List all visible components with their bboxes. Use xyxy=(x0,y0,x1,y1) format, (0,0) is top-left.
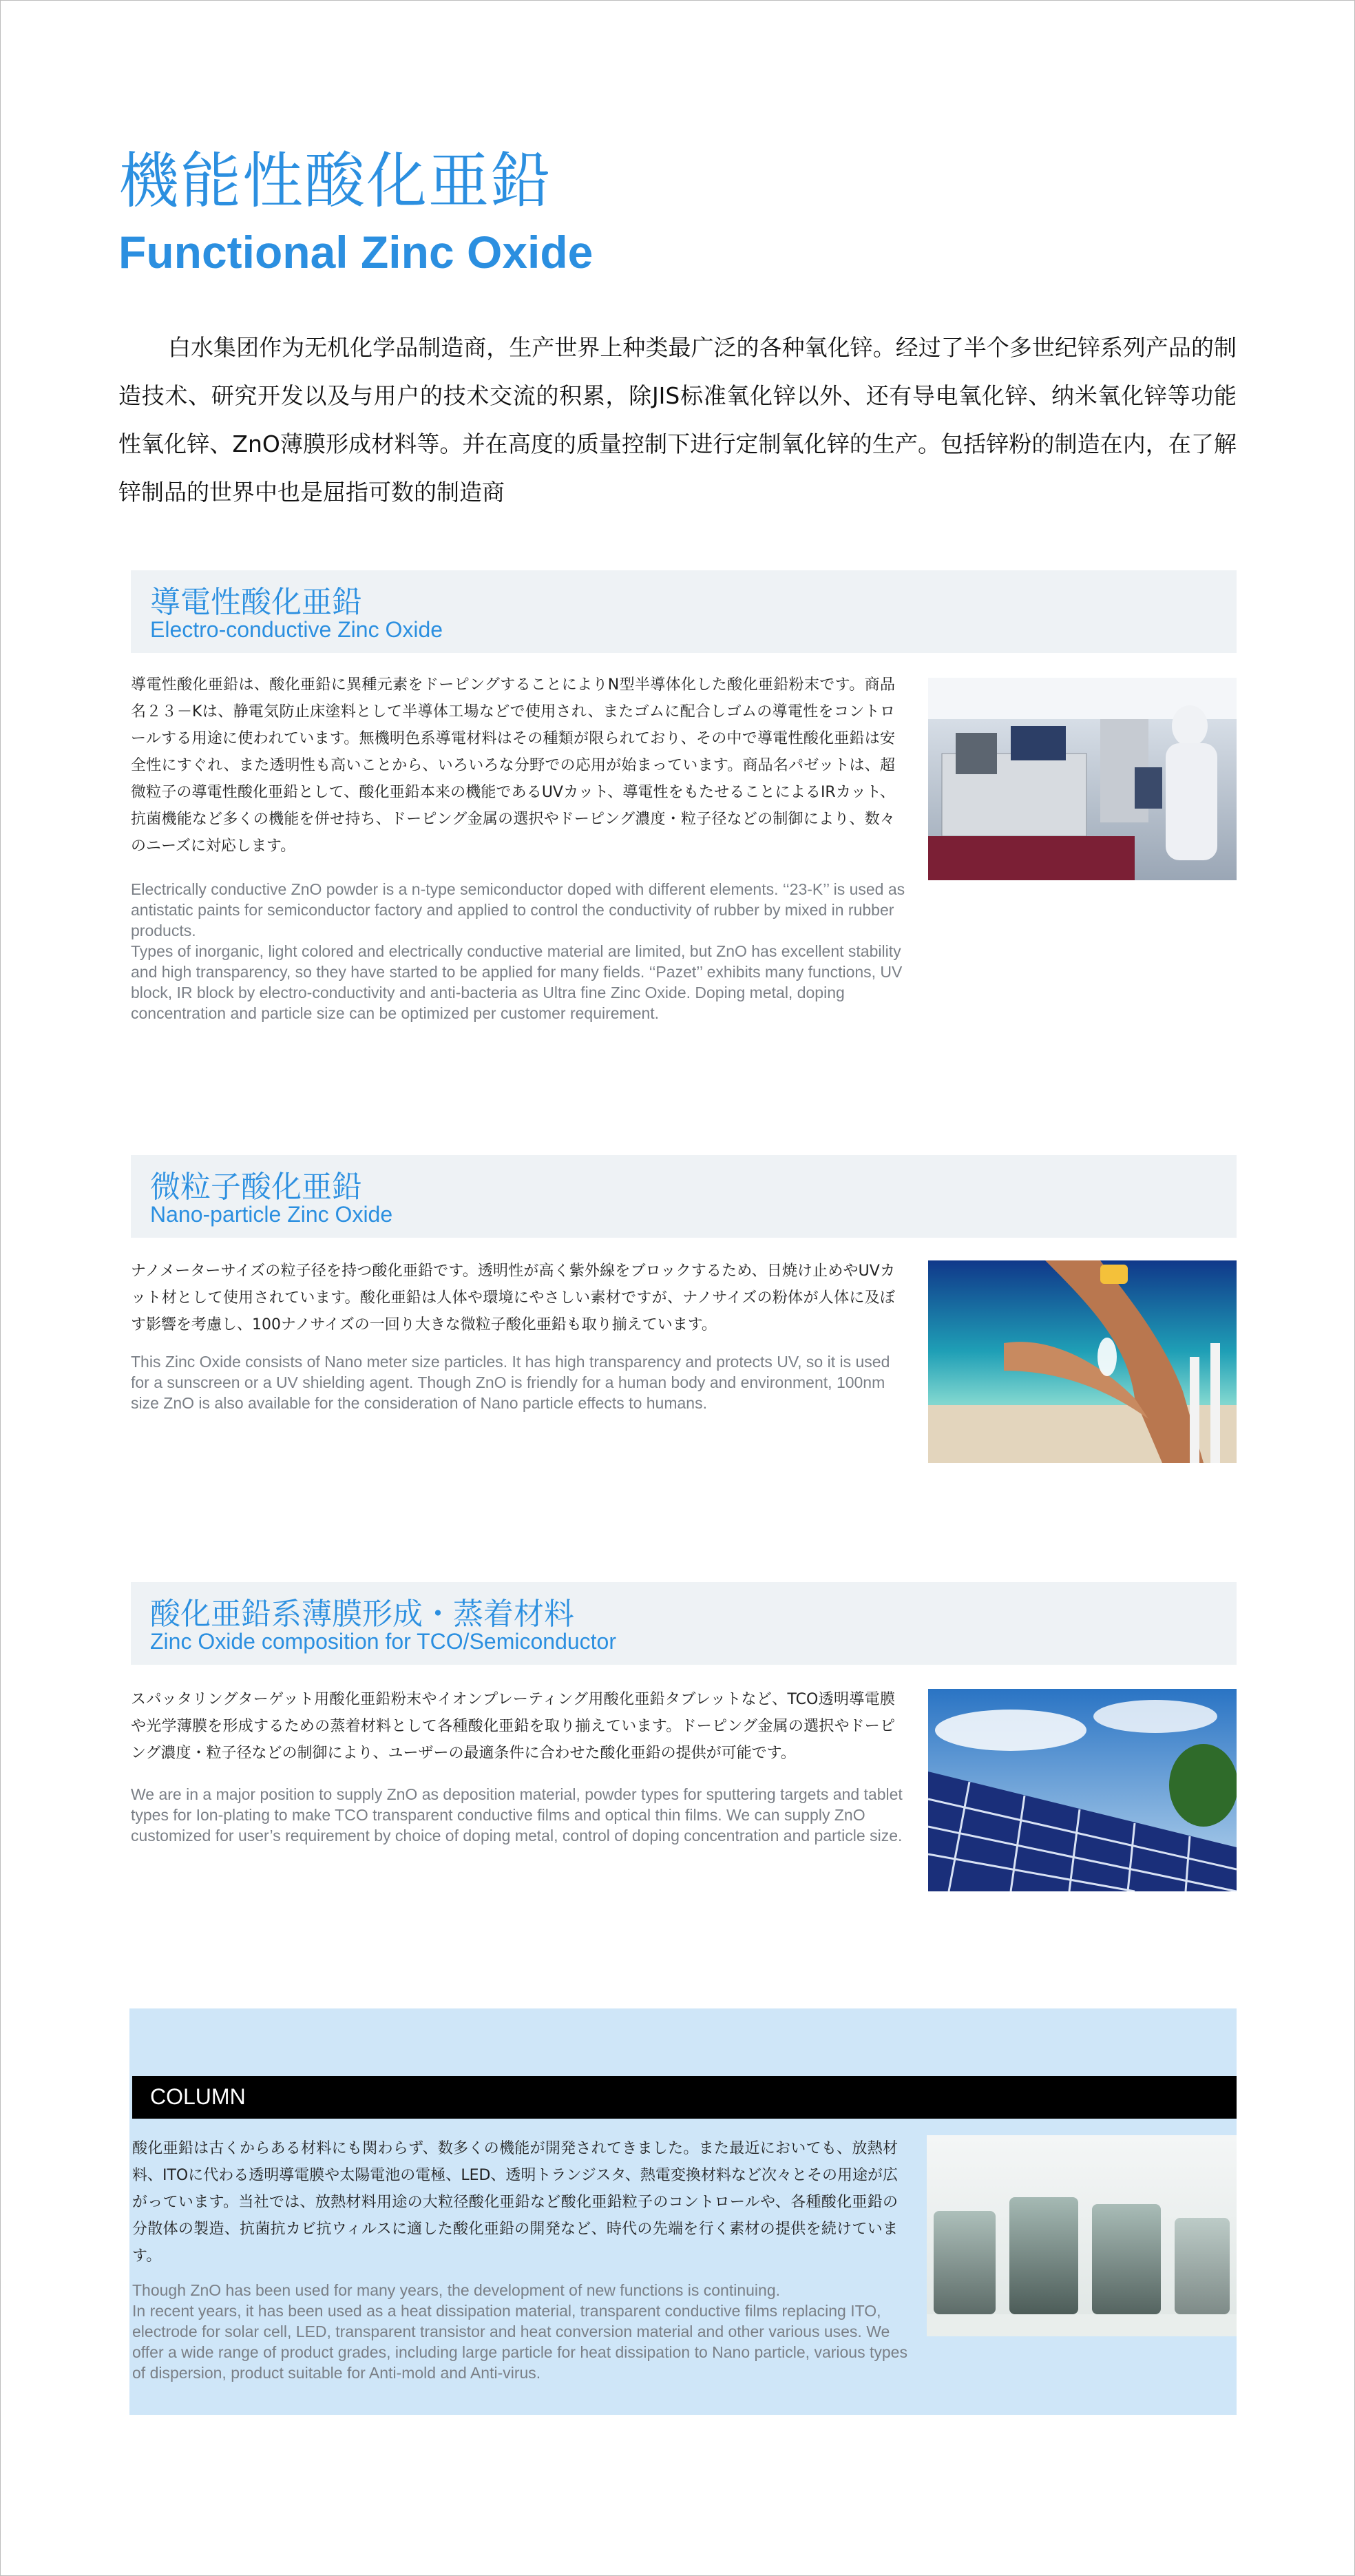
section-title-ja: 導電性酸化亜鉛 xyxy=(150,585,362,620)
column-label: COLUMN xyxy=(150,2084,246,2109)
section-body-ja: スパッタリングターゲット用酸化亜鉛粉末やイオンプレーティング用酸化亜鉛タブレットなど、TCO透明導電膜や光学薄膜を形成するための蒸着材料として各種酸化亜鉛を取り揃えています。ドーピング金属の選択やドーピング濃度・粒子径などの制御により、ユーザーの最適条件に合わせた酸化亜鉛の提供が可能です。 xyxy=(131,1691,895,1762)
section-header-tco xyxy=(131,1582,1237,1665)
section-body-en: We are in a major position to supply ZnO as deposition material, powder types for sputtering targets and tablet types for Ion-plating to make TCO transparent conductive films and optical thin films. We can supply ZnO customized for user’s requirement by choice of doping metal, control of doping concentration and particle size. xyxy=(131,1785,903,1845)
page-title-ja: 機能性酸化亜鉛 xyxy=(118,145,553,216)
section-header-nano xyxy=(131,1155,1237,1238)
section-title-en: Nano-particle Zinc Oxide xyxy=(150,1202,393,1227)
sample-bottles-photo xyxy=(927,2135,1237,2336)
column-header-bar xyxy=(132,2076,1237,2119)
section-body-en: Electrically conductive ZnO powder is a n-type semiconductor doped with different elements. ‘‘23-K’’ is used as antistatic paints for semiconductor factory and applied to control the conductivity of rubber by mixed in rubber products. Types of inorganic, light colored and electrically conductive material are limited, but ZnO has excellent stability and high transparency, so they have started to be applied for many fields. ‘‘Pazet’’ exhibits many functions, UV block, IR block by electro-conductivity and anti-bacteria as Ultra fine Zinc Oxide. Doping metal, doping concentration and particle size can be optimized per customer requirement. xyxy=(131,880,905,1022)
column-body-ja: 酸化亜鉛は古くからある材料にも関わらず、数多くの機能が開発されてきました。また最近においても、放熱材料、ITOに代わる透明導電膜や太陽電池の電極、LED、透明トランジスタ、熱電変換材料など次々とその用途が広がっています。当社では、放熱材料用途の大粒径酸化亜鉛など酸化亜鉛粒子のコントロールや、各種酸化亜鉛の分散体の製造、抗菌抗カビ抗ウィルスに適した酸化亜鉛の開発など、時代の先端を行く素材の提供を続けています。 xyxy=(132,2140,898,2265)
section-header-conductive xyxy=(131,570,1237,653)
laboratory-photo xyxy=(928,678,1237,880)
section-title-en: Zinc Oxide composition for TCO/Semiconductor xyxy=(150,1629,616,1654)
sunscreen-beach-photo xyxy=(928,1260,1237,1463)
intro-paragraph: 白水集团作为无机化学品制造商，生产世界上种类最广泛的各种氧化锌。经过了半个多世纪锌系列产品的制造技术、研究开发以及与用户的技术交流的积累，除JIS标准氧化锌以外、还有导电氧化锌、纳米氧化锌等功能性氧化锌、ZnO薄膜形成材料等。并在高度的质量控制下进行定制氧化锌的生产。包括锌粉的制造在内，在了解锌制品的世界中也是屈指可数的制造商 xyxy=(118,334,1237,506)
solar-panel-photo xyxy=(928,1689,1237,1891)
section-body-ja: ナノメーターサイズの粒子径を持つ酸化亜鉛です。透明性が高く紫外線をブロックするため、日焼け止めやUVカット材として使用されています。酸化亜鉛は人体や環境にやさしい素材ですが、ナノサイズの粉体が人体に及ぼす影響を考慮し、100ナノサイズの一回り大きな微粒子酸化亜鉛も取り揃えています。 xyxy=(131,1263,895,1333)
section-body-ja: 導電性酸化亜鉛は、酸化亜鉛に異種元素をドーピングすることによりN型半導体化した酸化亜鉛粉末です。商品名２３－Kは、静電気防止床塗料として半導体工場などで使用され、またゴムに配合しゴムの導電性をコントロールする用途に使われています。無機明色系導電材料はその種類が限られており、その中で導電性酸化亜鉛は安全性にすぐれ、また透明性も高いことから、いろいろな分野での応用が始まっています。商品名パゼットは、超微粒子の導電性酸化亜鉛として、酸化亜鉛本来の機能であるUVカット、導電性をもたせることによるIRカット、抗菌機能など多くの機能を併せ持ち、ドーピング金属の選択やドーピング濃度・粒子径などの制御により、数々のニーズに対応します。 xyxy=(131,676,895,855)
section-title-en: Electro-conductive Zinc Oxide xyxy=(150,617,443,642)
section-title-ja: 酸化亜鉛系薄膜形成・蒸着材料 xyxy=(150,1597,574,1632)
section-title-ja: 微粒子酸化亜鉛 xyxy=(150,1170,362,1205)
column-body-en: Though ZnO has been used for many years, the development of new functions is continuing. In recent years, it has been used as a heat dissipation material, transparent conductive films replacing ITO, electrode for solar cell, LED, transparent transistor and heat conversion material and other various uses. We offer a wide range of product grades, including large particle for heat dissipation to Nano particle, various types of dispersion, product suitable for Anti-mold and Anti-virus. xyxy=(132,2281,907,2382)
page-title-en: Functional Zinc Oxide xyxy=(118,227,594,278)
section-body-en: This Zinc Oxide consists of Nano meter size particles. It has high transparency and protects UV, so it is used for a sunscreen or a UV shielding agent. Though ZnO is friendly for a human body and environment, 100nm size ZnO is also available for the consideration of Nano particle effects to humans. xyxy=(131,1353,890,1412)
